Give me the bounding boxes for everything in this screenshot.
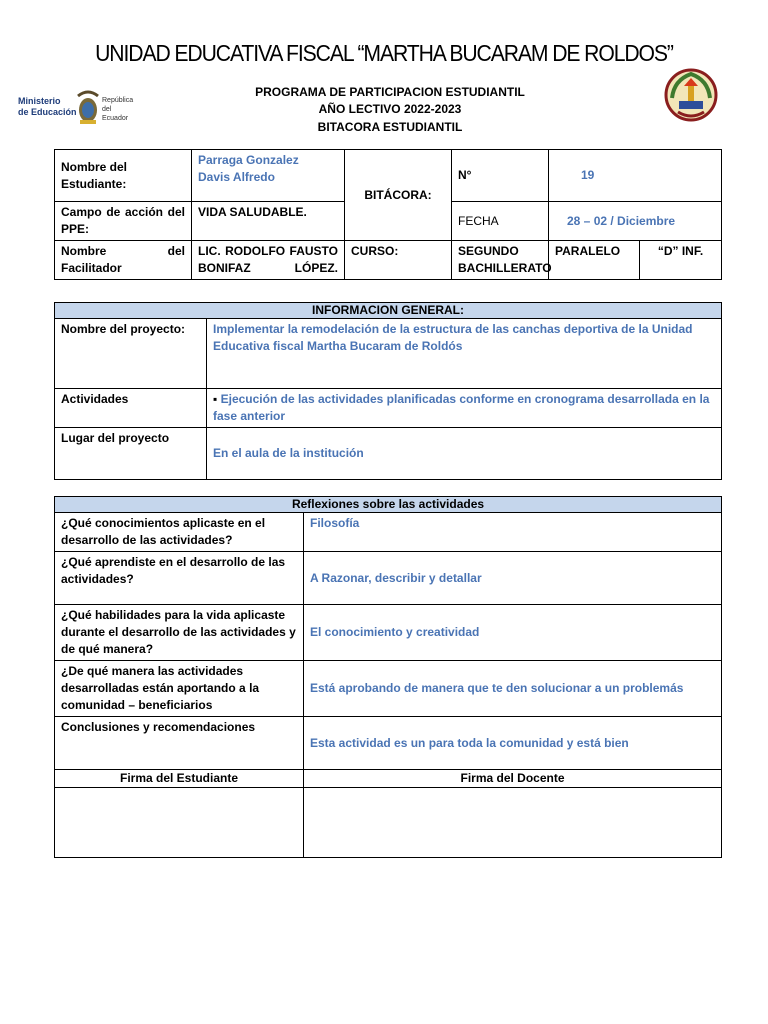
reflection-answer-4: Está aprobando de manera que te den solucionar a un problemás <box>304 661 722 717</box>
reflection-answer-5: Esta actividad es un para toda la comunidad y está bien <box>304 717 722 770</box>
facilitador-label: Nombre del Facilitador <box>55 241 192 280</box>
ministry-logo <box>14 82 136 130</box>
place-label: Lugar del proyecto <box>55 428 207 480</box>
bitacora-label: BITÁCORA: <box>345 150 452 241</box>
activities-label: Actividades <box>55 389 207 428</box>
reflection-answer-3: El conocimiento y creatividad <box>304 605 722 661</box>
reflections-table <box>54 496 722 858</box>
place-value: En el aula de la institución <box>207 428 722 480</box>
campo-value: VIDA SALUDABLE. <box>192 202 345 241</box>
document-title: UNIDAD EDUCATIVA FISCAL “MARTHA BUCARAM DE ROLDOS” <box>95 40 673 66</box>
reflections-header: Reflexiones sobre las actividades <box>55 497 722 513</box>
logo-republic-text-2: del Ecuador <box>102 106 129 122</box>
fecha-label: FECHA <box>452 202 549 241</box>
reflection-question-2: ¿Qué aprendiste en el desarrollo de las actividades? <box>55 552 304 605</box>
teacher-signature-box <box>304 788 722 858</box>
program-line: PROGRAMA DE PARTICIPACION ESTUDIANTIL <box>255 85 525 99</box>
reflection-question-3: ¿Qué habilidades para la vida aplicaste durante el desarrollo de las actividades y de qué manera? <box>55 605 304 661</box>
reflection-answer-2: A Razonar, describir y detallar <box>304 552 722 605</box>
general-info-table <box>54 302 722 480</box>
student-name-label: Nombre del Estudiante: <box>55 150 192 202</box>
logo-republic-text-1: República <box>102 97 134 104</box>
ecuador-shield-icon <box>74 88 102 126</box>
logo-ministry-text-1: Ministerio <box>18 96 61 106</box>
bullet-icon: ▪ <box>213 392 218 406</box>
curso-label: CURSO: <box>345 241 452 280</box>
student-name-value <box>192 150 345 202</box>
reflection-question-1: ¿Qué conocimientos aplicaste en el desarrollo de las actividades? <box>55 513 304 552</box>
campo-label: Campo de acción del PPE: <box>55 202 192 241</box>
reflection-question-5: Conclusiones y recomendaciones <box>55 717 304 770</box>
number-value: 19 <box>549 150 722 202</box>
student-signature-label: Firma del Estudiante <box>55 770 304 788</box>
activities-value-cell <box>207 389 722 428</box>
logbook-line: BITACORA ESTUDIANTIL <box>317 120 463 134</box>
facilitador-value: LIC. RODOLFO FAUSTO BONIFAZ LÓPEZ. <box>192 241 345 280</box>
student-name-line1: Parraga Gonzalez <box>198 153 299 167</box>
activities-value: Ejecución de las actividades planificadas conforme en cronograma desarrollada en la fase anterior <box>213 392 710 423</box>
general-info-header: INFORMACION GENERAL: <box>55 303 722 319</box>
student-name-line2: Davis Alfredo <box>198 170 275 184</box>
reflection-question-4: ¿De qué manera las actividades desarrolladas están aportando a la comunidad – beneficiarios <box>55 661 304 717</box>
logo-ministry-text-2: de Educación <box>18 107 77 117</box>
project-value: Implementar la remodelación de la estructura de las canchas deportiva de la Unidad Educativa fiscal Martha Bucaram de Roldós <box>207 319 722 389</box>
teacher-signature-label: Firma del Docente <box>304 770 722 788</box>
school-emblem-icon <box>664 68 718 122</box>
project-label: Nombre del proyecto: <box>55 319 207 389</box>
school-year-line: AÑO LECTIVO 2022-2023 <box>318 102 462 116</box>
fecha-value: 28 – 02 / Diciembre <box>549 202 722 241</box>
student-signature-box <box>55 788 304 858</box>
number-label: N° <box>452 150 549 202</box>
paralelo-label: PARALELO <box>549 241 640 280</box>
curso-value: SEGUNDO BACHILLERATO <box>452 241 549 280</box>
paralelo-value: “D” INF. <box>640 241 722 280</box>
reflection-answer-1: Filosofía <box>304 513 722 552</box>
student-info-table <box>54 149 722 280</box>
